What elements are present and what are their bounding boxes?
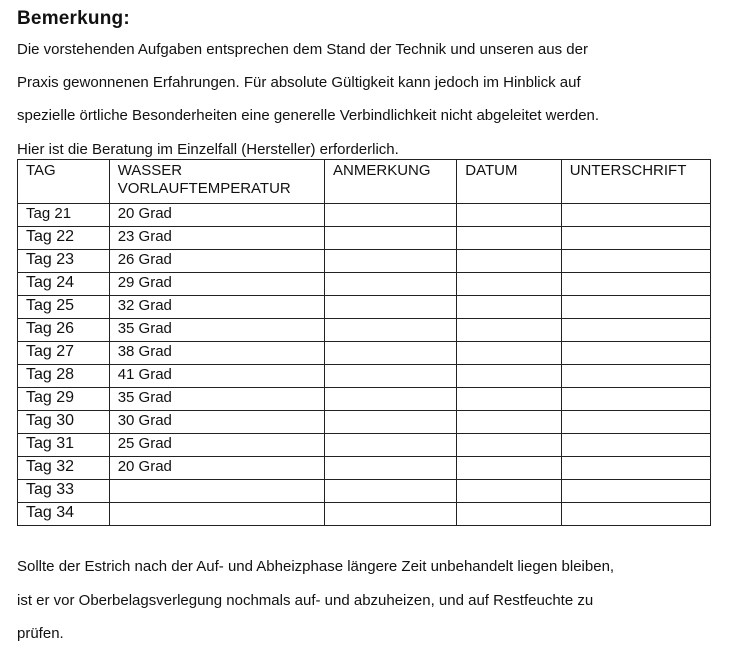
footer-line-3: prüfen. — [17, 625, 64, 642]
anmerkung-cell — [325, 457, 457, 480]
temperature-cell: 29 Grad — [109, 273, 324, 296]
anmerkung-cell — [325, 480, 457, 503]
unterschrift-cell — [561, 480, 710, 503]
temperature-cell: 30 Grad — [109, 411, 324, 434]
datum-cell — [457, 365, 561, 388]
datum-cell — [457, 411, 561, 434]
temperature-cell: 38 Grad — [109, 342, 324, 365]
day-cell: Tag 22 — [18, 227, 110, 250]
datum-cell — [457, 204, 561, 227]
header-anmerkung: ANMERKUNG — [325, 160, 457, 204]
temperature-cell: 20 Grad — [109, 457, 324, 480]
remark-line-4: Hier ist die Beratung im Einzelfall (Hersteller) erforderlich. — [17, 141, 399, 158]
table-body — [18, 204, 711, 526]
remark-heading: Bemerkung: — [17, 8, 130, 29]
anmerkung-cell — [325, 250, 457, 273]
unterschrift-cell — [561, 227, 710, 250]
table-row — [18, 457, 711, 480]
unterschrift-cell — [561, 296, 710, 319]
unterschrift-cell — [561, 273, 710, 296]
day-cell: Tag 21 — [18, 204, 110, 227]
day-cell: Tag 28 — [18, 365, 110, 388]
anmerkung-cell — [325, 319, 457, 342]
anmerkung-cell — [325, 227, 457, 250]
temperature-cell: 35 Grad — [109, 319, 324, 342]
table-row — [18, 296, 711, 319]
anmerkung-cell — [325, 273, 457, 296]
datum-cell — [457, 250, 561, 273]
datum-cell — [457, 503, 561, 526]
datum-cell — [457, 388, 561, 411]
table-row — [18, 411, 711, 434]
day-cell: Tag 24 — [18, 273, 110, 296]
datum-cell — [457, 273, 561, 296]
datum-cell — [457, 342, 561, 365]
heating-log-table — [17, 159, 711, 526]
temperature-cell: 32 Grad — [109, 296, 324, 319]
temperature-cell — [109, 503, 324, 526]
remark-line-3: spezielle örtliche Besonderheiten eine generelle Verbindlichkeit nicht abgeleitet werden. — [17, 107, 600, 124]
footer-line-1: Sollte der Estrich nach der Auf- und Abheizphase längere Zeit unbehandelt liegen bleiben, — [17, 558, 615, 575]
footer-line-2: ist er vor Oberbelagsverlegung nochmals auf- und abzuheizen, und auf Restfeuchte zu — [17, 592, 594, 609]
table-row — [18, 342, 711, 365]
anmerkung-cell — [325, 503, 457, 526]
table-row — [18, 388, 711, 411]
header-unterschrift: UNTERSCHRIFT — [561, 160, 710, 204]
unterschrift-cell — [561, 250, 710, 273]
anmerkung-cell — [325, 365, 457, 388]
day-cell: Tag 34 — [18, 503, 110, 526]
header-wasser-vorlauftemperatur: WASSER VORLAUFTEMPERATUR — [109, 160, 324, 204]
anmerkung-cell — [325, 388, 457, 411]
datum-cell — [457, 296, 561, 319]
table-row — [18, 319, 711, 342]
temperature-cell: 35 Grad — [109, 388, 324, 411]
datum-cell — [457, 457, 561, 480]
unterschrift-cell — [561, 434, 710, 457]
unterschrift-cell — [561, 457, 710, 480]
anmerkung-cell — [325, 204, 457, 227]
header-datum: DATUM — [457, 160, 561, 204]
table-header-row — [18, 160, 711, 204]
remark-line-2: Praxis gewonnenen Erfahrungen. Für absolute Gültigkeit kann jedoch im Hinblick auf — [17, 74, 581, 91]
table-row — [18, 434, 711, 457]
temperature-cell: 26 Grad — [109, 250, 324, 273]
unterschrift-cell — [561, 365, 710, 388]
table-row — [18, 480, 711, 503]
unterschrift-cell — [561, 204, 710, 227]
day-cell: Tag 27 — [18, 342, 110, 365]
datum-cell — [457, 434, 561, 457]
temperature-cell: 25 Grad — [109, 434, 324, 457]
day-cell: Tag 23 — [18, 250, 110, 273]
anmerkung-cell — [325, 296, 457, 319]
table-row — [18, 273, 711, 296]
datum-cell — [457, 319, 561, 342]
temperature-cell: 20 Grad — [109, 204, 324, 227]
day-cell: Tag 30 — [18, 411, 110, 434]
anmerkung-cell — [325, 434, 457, 457]
table-row — [18, 503, 711, 526]
day-cell: Tag 33 — [18, 480, 110, 503]
temperature-cell: 23 Grad — [109, 227, 324, 250]
table-row — [18, 204, 711, 227]
table-row — [18, 365, 711, 388]
day-cell: Tag 29 — [18, 388, 110, 411]
remark-line-1: Die vorstehenden Aufgaben entsprechen dem Stand der Technik und unseren aus der — [17, 41, 588, 58]
header-tag: TAG — [18, 160, 110, 204]
temperature-cell — [109, 480, 324, 503]
day-cell: Tag 26 — [18, 319, 110, 342]
day-cell: Tag 32 — [18, 457, 110, 480]
unterschrift-cell — [561, 319, 710, 342]
datum-cell — [457, 480, 561, 503]
unterschrift-cell — [561, 388, 710, 411]
unterschrift-cell — [561, 411, 710, 434]
unterschrift-cell — [561, 342, 710, 365]
unterschrift-cell — [561, 503, 710, 526]
temperature-cell: 41 Grad — [109, 365, 324, 388]
datum-cell — [457, 227, 561, 250]
anmerkung-cell — [325, 342, 457, 365]
day-cell: Tag 25 — [18, 296, 110, 319]
day-cell: Tag 31 — [18, 434, 110, 457]
table-row — [18, 227, 711, 250]
anmerkung-cell — [325, 411, 457, 434]
table-row — [18, 250, 711, 273]
